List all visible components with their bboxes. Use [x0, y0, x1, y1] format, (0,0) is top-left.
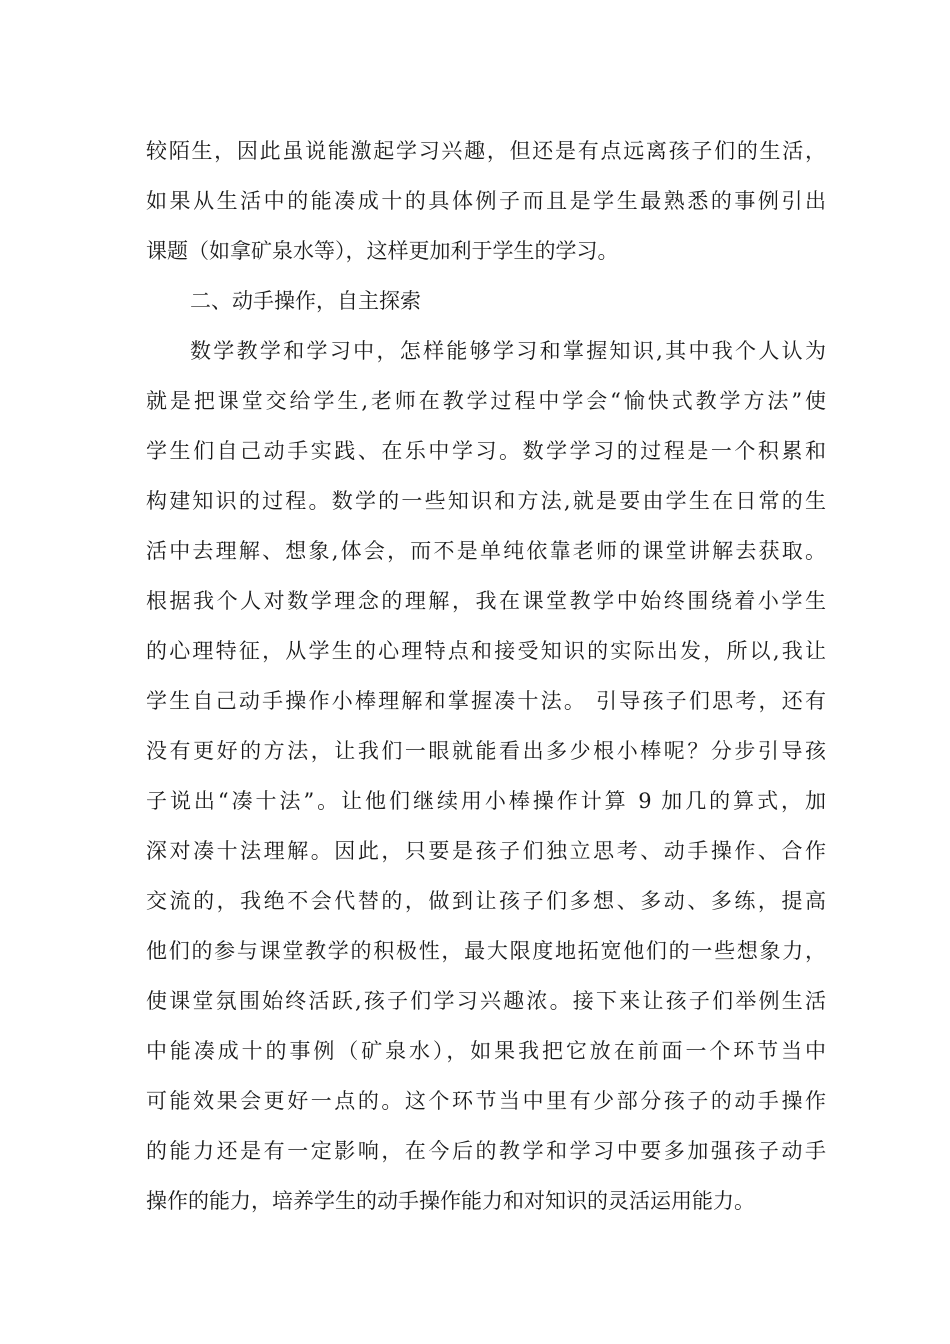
- text-line: 学生自己动手操作小棒理解和掌握凑十法。 引导孩子们思考，还有: [146, 689, 826, 713]
- section-heading: 二、动手操作，自主探索: [190, 289, 421, 313]
- text-line: 就是把课堂交给学生,老师在教学过程中学会“愉快式教学方法”使: [146, 389, 826, 413]
- text-line: 构建知识的过程。数学的一些知识和方法,就是要由学生在日常的生: [146, 489, 826, 513]
- text-line: 数学教学和学习中，怎样能够学习和掌握知识,其中我个人认为: [190, 339, 826, 363]
- text-line: 使课堂氛围始终活跃,孩子们学习兴趣浓。接下来让孩子们举例生活: [146, 989, 826, 1013]
- text-line: 的能力还是有一定影响，在今后的教学和学习中要多加强孩子动手: [146, 1139, 826, 1163]
- text-line: 课题（如拿矿泉水等），这样更加利于学生的学习。: [146, 239, 619, 263]
- text-line: 没有更好的方法，让我们一眼就能看出多少根小棒呢？分步引导孩: [146, 739, 826, 763]
- text-line: 深对凑十法理解。因此，只要是孩子们独立思考、动手操作、合作: [146, 839, 826, 863]
- text-line: 活中去理解、想象,体会，而不是单纯依靠老师的课堂讲解去获取。: [146, 539, 826, 563]
- text-line: 如果从生活中的能凑成十的具体例子而且是学生最熟悉的事例引出: [146, 189, 826, 213]
- text-line: 操作的能力，培养学生的动手操作能力和对知识的灵活运用能力。: [146, 1189, 755, 1213]
- text-line: 根据我个人对数学理念的理解，我在课堂教学中始终围绕着小学生: [146, 589, 826, 613]
- text-line: 学生们自己动手实践、在乐中学习。数学学习的过程是一个积累和: [146, 439, 826, 463]
- text-line: 的心理特征，从学生的心理特点和接受知识的实际出发，所以,我让: [146, 639, 826, 663]
- text-line: 较陌生，因此虽说能激起学习兴趣，但还是有点远离孩子们的生活，: [146, 139, 826, 163]
- text-line: 可能效果会更好一点的。这个环节当中里有少部分孩子的动手操作: [146, 1089, 826, 1113]
- text-line: 交流的，我绝不会代替的，做到让孩子们多想、多动、多练，提高: [146, 889, 826, 913]
- text-line: 中能凑成十的事例（矿泉水），如果我把它放在前面一个环节当中: [146, 1039, 826, 1063]
- text-line: 他们的参与课堂教学的积极性，最大限度地拓宽他们的一些想象力，: [146, 939, 826, 963]
- text-line: 子说出“凑十法”。让他们继续用小棒操作计算 9 加几的算式，加: [146, 789, 826, 813]
